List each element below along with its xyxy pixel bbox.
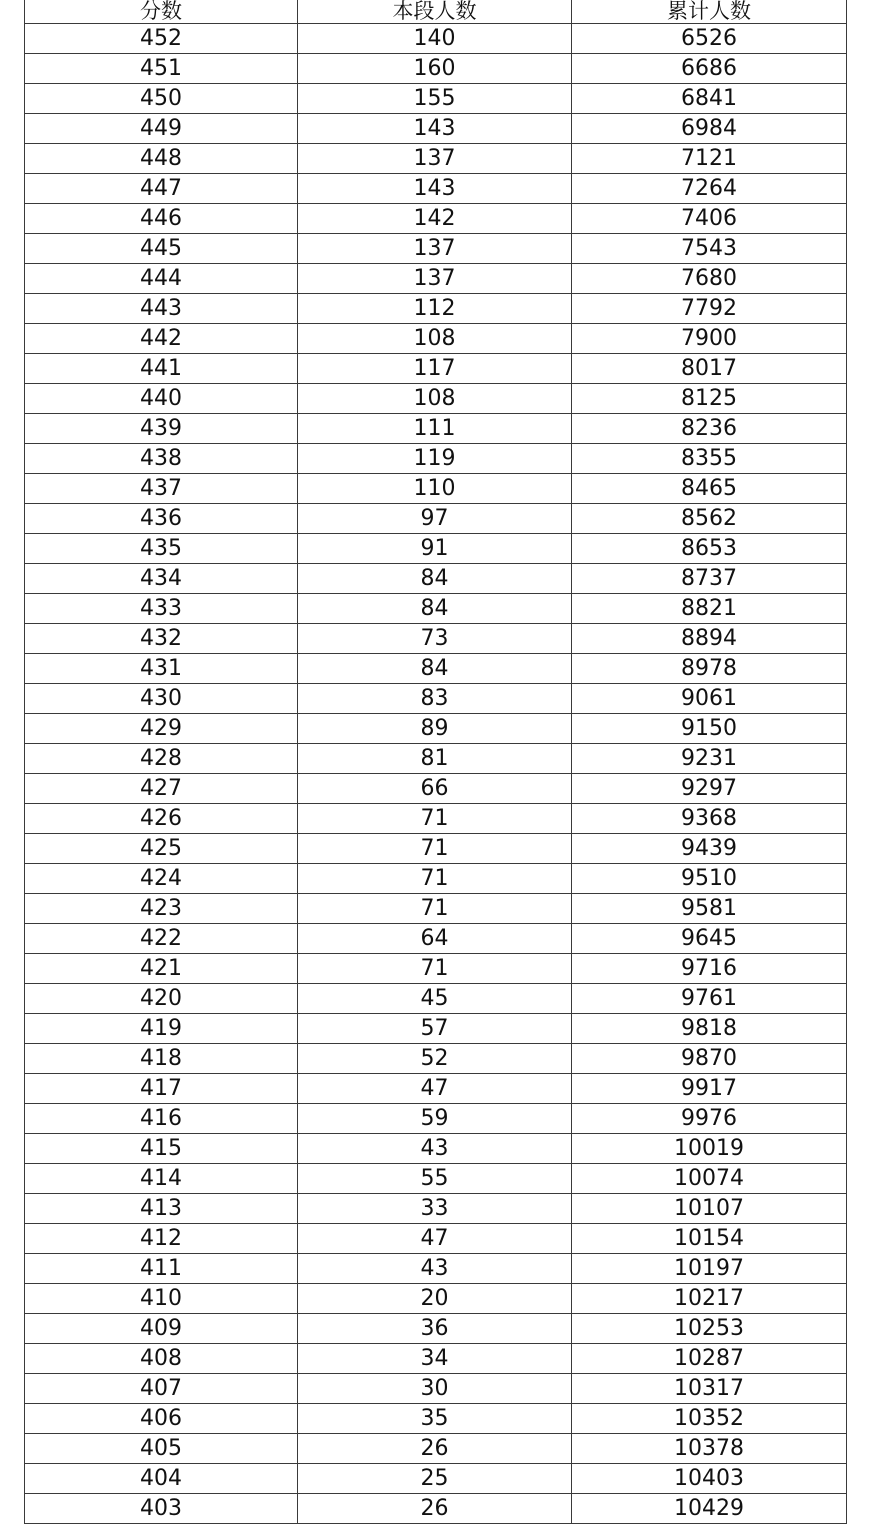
cell-score: 433 [25,594,298,624]
cell-score: 444 [25,264,298,294]
cell-score: 436 [25,504,298,534]
cell-segment-count: 71 [298,894,572,924]
cell-segment-count: 25 [298,1464,572,1494]
table-row [25,84,847,114]
cell-segment-count: 73 [298,624,572,654]
table-row [25,954,847,984]
cell-segment-count: 81 [298,744,572,774]
cell-segment-count: 33 [298,1194,572,1224]
cell-segment-count: 35 [298,1404,572,1434]
cell-segment-count: 155 [298,84,572,114]
cell-score: 430 [25,684,298,714]
cell-cumulative-count: 10287 [572,1344,847,1374]
cell-cumulative-count: 7264 [572,174,847,204]
table-row [25,654,847,684]
cell-segment-count: 84 [298,654,572,684]
cell-score: 423 [25,894,298,924]
table-row [25,1074,847,1104]
table-row [25,264,847,294]
cell-segment-count: 71 [298,954,572,984]
cell-segment-count: 26 [298,1434,572,1464]
cell-segment-count: 160 [298,54,572,84]
cell-score: 413 [25,1194,298,1224]
cell-cumulative-count: 10429 [572,1494,847,1524]
cell-cumulative-count: 8236 [572,414,847,444]
table-row [25,894,847,924]
cell-segment-count: 108 [298,384,572,414]
cell-score: 435 [25,534,298,564]
cell-segment-count: 71 [298,804,572,834]
table-row [25,1224,847,1254]
cell-segment-count: 137 [298,264,572,294]
table-row [25,1374,847,1404]
table-row [25,324,847,354]
cell-cumulative-count: 9510 [572,864,847,894]
cell-score: 443 [25,294,298,324]
table-row [25,594,847,624]
table-row [25,24,847,54]
table-row [25,684,847,714]
cell-cumulative-count: 8355 [572,444,847,474]
cell-cumulative-count: 10019 [572,1134,847,1164]
cell-score: 437 [25,474,298,504]
cell-segment-count: 43 [298,1134,572,1164]
cell-cumulative-count: 8978 [572,654,847,684]
cell-score: 428 [25,744,298,774]
table-row [25,1344,847,1374]
table-row [25,1194,847,1224]
cell-segment-count: 59 [298,1104,572,1134]
cell-score: 417 [25,1074,298,1104]
cell-score: 419 [25,1014,298,1044]
cell-score: 448 [25,144,298,174]
cell-score: 424 [25,864,298,894]
table-row [25,294,847,324]
cell-segment-count: 119 [298,444,572,474]
table-row [25,924,847,954]
cell-cumulative-count: 8017 [572,354,847,384]
cell-score: 450 [25,84,298,114]
header-cumulative-count: 累计人数 [572,0,847,24]
cell-segment-count: 108 [298,324,572,354]
table-row [25,1404,847,1434]
cell-score: 415 [25,1134,298,1164]
table-row [25,234,847,264]
cell-cumulative-count: 8653 [572,534,847,564]
cell-cumulative-count: 9716 [572,954,847,984]
cell-score: 421 [25,954,298,984]
table-row [25,744,847,774]
cell-cumulative-count: 8562 [572,504,847,534]
cell-score: 410 [25,1284,298,1314]
cell-segment-count: 71 [298,864,572,894]
cell-score: 447 [25,174,298,204]
cell-segment-count: 36 [298,1314,572,1344]
cell-cumulative-count: 9976 [572,1104,847,1134]
cell-cumulative-count: 9761 [572,984,847,1014]
table-row [25,1434,847,1464]
cell-score: 445 [25,234,298,264]
cell-segment-count: 117 [298,354,572,384]
cell-score: 407 [25,1374,298,1404]
cell-cumulative-count: 10154 [572,1224,847,1254]
cell-segment-count: 66 [298,774,572,804]
cell-cumulative-count: 6526 [572,24,847,54]
cell-score: 427 [25,774,298,804]
cell-segment-count: 55 [298,1164,572,1194]
cell-score: 408 [25,1344,298,1374]
table-row [25,144,847,174]
table-row [25,624,847,654]
cell-segment-count: 64 [298,924,572,954]
cell-cumulative-count: 10317 [572,1374,847,1404]
cell-segment-count: 20 [298,1284,572,1314]
cell-segment-count: 26 [298,1494,572,1524]
cell-segment-count: 47 [298,1074,572,1104]
cell-cumulative-count: 10403 [572,1464,847,1494]
cell-score: 416 [25,1104,298,1134]
table-row [25,564,847,594]
cell-cumulative-count: 9645 [572,924,847,954]
table-row [25,534,847,564]
cell-score: 449 [25,114,298,144]
table-row [25,1254,847,1284]
cell-cumulative-count: 10378 [572,1434,847,1464]
cell-segment-count: 30 [298,1374,572,1404]
cell-score: 452 [25,24,298,54]
cell-cumulative-count: 9870 [572,1044,847,1074]
cell-segment-count: 140 [298,24,572,54]
table-row [25,1134,847,1164]
table-row [25,1314,847,1344]
table-row [25,1284,847,1314]
cell-cumulative-count: 8894 [572,624,847,654]
cell-cumulative-count: 9150 [572,714,847,744]
cell-score: 425 [25,834,298,864]
cell-score: 441 [25,354,298,384]
cell-score: 434 [25,564,298,594]
cell-segment-count: 43 [298,1254,572,1284]
table-row [25,714,847,744]
cell-segment-count: 112 [298,294,572,324]
cell-score: 420 [25,984,298,1014]
header-segment-count: 本段人数 [298,0,572,24]
cell-segment-count: 45 [298,984,572,1014]
cell-segment-count: 89 [298,714,572,744]
table-row [25,774,847,804]
cell-cumulative-count: 9917 [572,1074,847,1104]
cell-cumulative-count: 7543 [572,234,847,264]
cell-cumulative-count: 9231 [572,744,847,774]
table-row [25,174,847,204]
table-header [25,0,847,24]
score-distribution-table [24,0,847,1524]
cell-segment-count: 84 [298,594,572,624]
cell-segment-count: 143 [298,174,572,204]
cell-cumulative-count: 9061 [572,684,847,714]
cell-segment-count: 34 [298,1344,572,1374]
table-row [25,1464,847,1494]
table-row [25,804,847,834]
table-row [25,414,847,444]
cell-cumulative-count: 8125 [572,384,847,414]
table-row [25,864,847,894]
cell-cumulative-count: 6686 [572,54,847,84]
table-row [25,474,847,504]
cell-cumulative-count: 9368 [572,804,847,834]
cell-segment-count: 143 [298,114,572,144]
cell-score: 403 [25,1494,298,1524]
header-score: 分数 [25,0,298,24]
cell-score: 426 [25,804,298,834]
table-row [25,1104,847,1134]
table-row [25,1494,847,1524]
cell-cumulative-count: 9439 [572,834,847,864]
cell-score: 446 [25,204,298,234]
cell-score: 442 [25,324,298,354]
cell-cumulative-count: 7121 [572,144,847,174]
table-row [25,984,847,1014]
table-row [25,1014,847,1044]
cell-cumulative-count: 6984 [572,114,847,144]
cell-score: 409 [25,1314,298,1344]
cell-cumulative-count: 10217 [572,1284,847,1314]
cell-score: 432 [25,624,298,654]
cell-cumulative-count: 10107 [572,1194,847,1224]
cell-score: 411 [25,1254,298,1284]
cell-segment-count: 83 [298,684,572,714]
table-row [25,114,847,144]
table-row [25,354,847,384]
cell-cumulative-count: 7406 [572,204,847,234]
cell-segment-count: 52 [298,1044,572,1074]
table-row [25,54,847,84]
cell-cumulative-count: 10352 [572,1404,847,1434]
cell-cumulative-count: 7900 [572,324,847,354]
cell-cumulative-count: 10074 [572,1164,847,1194]
cell-cumulative-count: 9818 [572,1014,847,1044]
cell-cumulative-count: 8737 [572,564,847,594]
header-row [25,0,847,24]
table-row [25,444,847,474]
cell-segment-count: 110 [298,474,572,504]
cell-segment-count: 111 [298,414,572,444]
cell-score: 429 [25,714,298,744]
cell-score: 422 [25,924,298,954]
cell-cumulative-count: 8465 [572,474,847,504]
table-body [25,24,847,1524]
cell-segment-count: 97 [298,504,572,534]
cell-segment-count: 137 [298,144,572,174]
cell-score: 414 [25,1164,298,1194]
cell-segment-count: 57 [298,1014,572,1044]
cell-score: 406 [25,1404,298,1434]
cell-score: 405 [25,1434,298,1464]
cell-score: 438 [25,444,298,474]
table-row [25,834,847,864]
cell-segment-count: 71 [298,834,572,864]
table-row [25,1044,847,1074]
cell-cumulative-count: 10253 [572,1314,847,1344]
cell-cumulative-count: 7680 [572,264,847,294]
cell-score: 439 [25,414,298,444]
cell-segment-count: 91 [298,534,572,564]
cell-score: 440 [25,384,298,414]
cell-cumulative-count: 8821 [572,594,847,624]
cell-score: 418 [25,1044,298,1074]
table-row [25,1164,847,1194]
cell-score: 451 [25,54,298,84]
cell-cumulative-count: 9297 [572,774,847,804]
cell-segment-count: 137 [298,234,572,264]
cell-segment-count: 84 [298,564,572,594]
table-row [25,504,847,534]
cell-cumulative-count: 9581 [572,894,847,924]
table-row [25,204,847,234]
cell-score: 431 [25,654,298,684]
cell-segment-count: 142 [298,204,572,234]
cell-cumulative-count: 6841 [572,84,847,114]
table-row [25,384,847,414]
cell-segment-count: 47 [298,1224,572,1254]
cell-cumulative-count: 10197 [572,1254,847,1284]
cell-score: 412 [25,1224,298,1254]
cell-cumulative-count: 7792 [572,294,847,324]
cell-score: 404 [25,1464,298,1494]
